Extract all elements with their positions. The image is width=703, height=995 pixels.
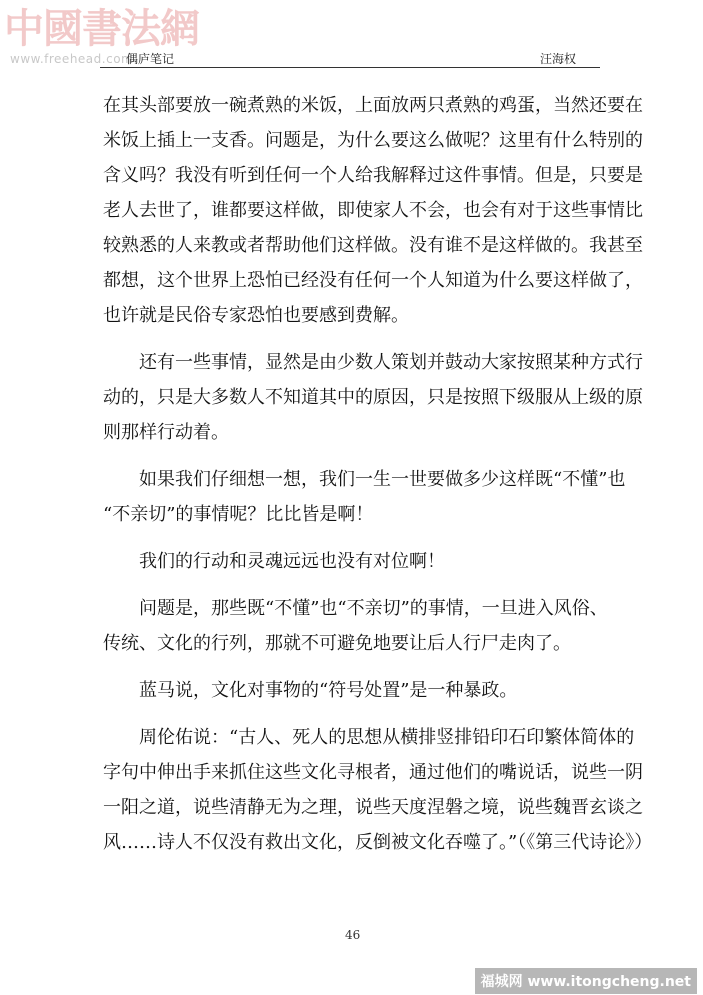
- paragraph: [103, 544, 603, 579]
- text-line: 传统、文化的行列，那就不可避免地要让后人行尸走肉了。: [103, 633, 571, 654]
- text-line: 较熟悉的人来教或者帮助他们这样做。没有谁不是这样做的。我甚至: [103, 235, 643, 256]
- text-line: 一阳之道，说些清静无为之理，说些天度涅磐之境，说些魏晋玄谈之: [103, 797, 643, 818]
- paragraph: [103, 720, 653, 860]
- page-number: 46: [345, 928, 361, 942]
- page-body: [103, 88, 653, 872]
- text-line: 老人去世了，谁都要这样做，即使家人不会，也会有对于这些事情比: [103, 200, 643, 221]
- paragraph: [103, 88, 643, 333]
- text-line: 风……诗人不仅没有救出文化，反倒被文化吞噬了。”（《第三代诗论》）: [103, 832, 653, 853]
- running-header-author: 汪海权: [540, 52, 577, 66]
- text-line: 也许就是民俗专家恐怕也要感到费解。: [103, 305, 409, 326]
- text-line: 在其头部要放一碗煮熟的米饭，上面放两只煮熟的鸡蛋，当然还要在: [103, 95, 643, 116]
- watermark-url: www.freehead.com: [10, 52, 134, 66]
- paragraph: [103, 591, 608, 661]
- text-line: 字句中伸出手来抓住这些文化寻根者，通过他们的嘴说话，说些一阴: [103, 762, 643, 783]
- paragraph: [103, 673, 603, 708]
- text-line: 都想，这个世界上恐怕已经没有任何一个人知道为什么要这样做了，: [103, 270, 643, 291]
- text-line: 则那样行动着。: [103, 422, 229, 443]
- header-rule: [100, 67, 600, 68]
- text-line: 动的，只是大多数人不知道其中的原因，只是按照下级服从上级的原: [103, 387, 643, 408]
- text-line: 蓝马说，文化对事物的“符号处置”是一种暴政。: [139, 680, 518, 701]
- text-line: 我们的行动和灵魂远远也没有对位啊！: [139, 551, 445, 572]
- running-header-title: 偶庐笔记: [126, 52, 175, 66]
- text-line: 周伦佑说：“古人、死人的思想从横排竖排铅印石印繁体简体的: [139, 727, 635, 748]
- text-line: 米饭上插上一支香。问题是，为什么要这么做呢？这里有什么特别的: [103, 130, 643, 151]
- text-line: 问题是，那些既“不懂”也“不亲切”的事情，一旦进入风俗、: [139, 598, 608, 619]
- paragraph: [103, 345, 643, 450]
- paragraph: [103, 462, 626, 532]
- text-line: “不亲切”的事情呢？比比皆是啊！: [103, 504, 374, 525]
- text-line: 还有一些事情，显然是由少数人策划并鼓动大家按照某种方式行: [139, 352, 643, 373]
- text-line: 如果我们仔细想一想，我们一生一世要做多少这样既“不懂”也: [139, 469, 626, 490]
- text-line: 含义吗？我没有听到任何一个人给我解释过这件事情。但是，只要是: [103, 165, 643, 186]
- watermark-bottom: 福城网 www.itongcheng.net: [475, 968, 697, 994]
- watermark-logo: 中國書法網: [4, 5, 199, 52]
